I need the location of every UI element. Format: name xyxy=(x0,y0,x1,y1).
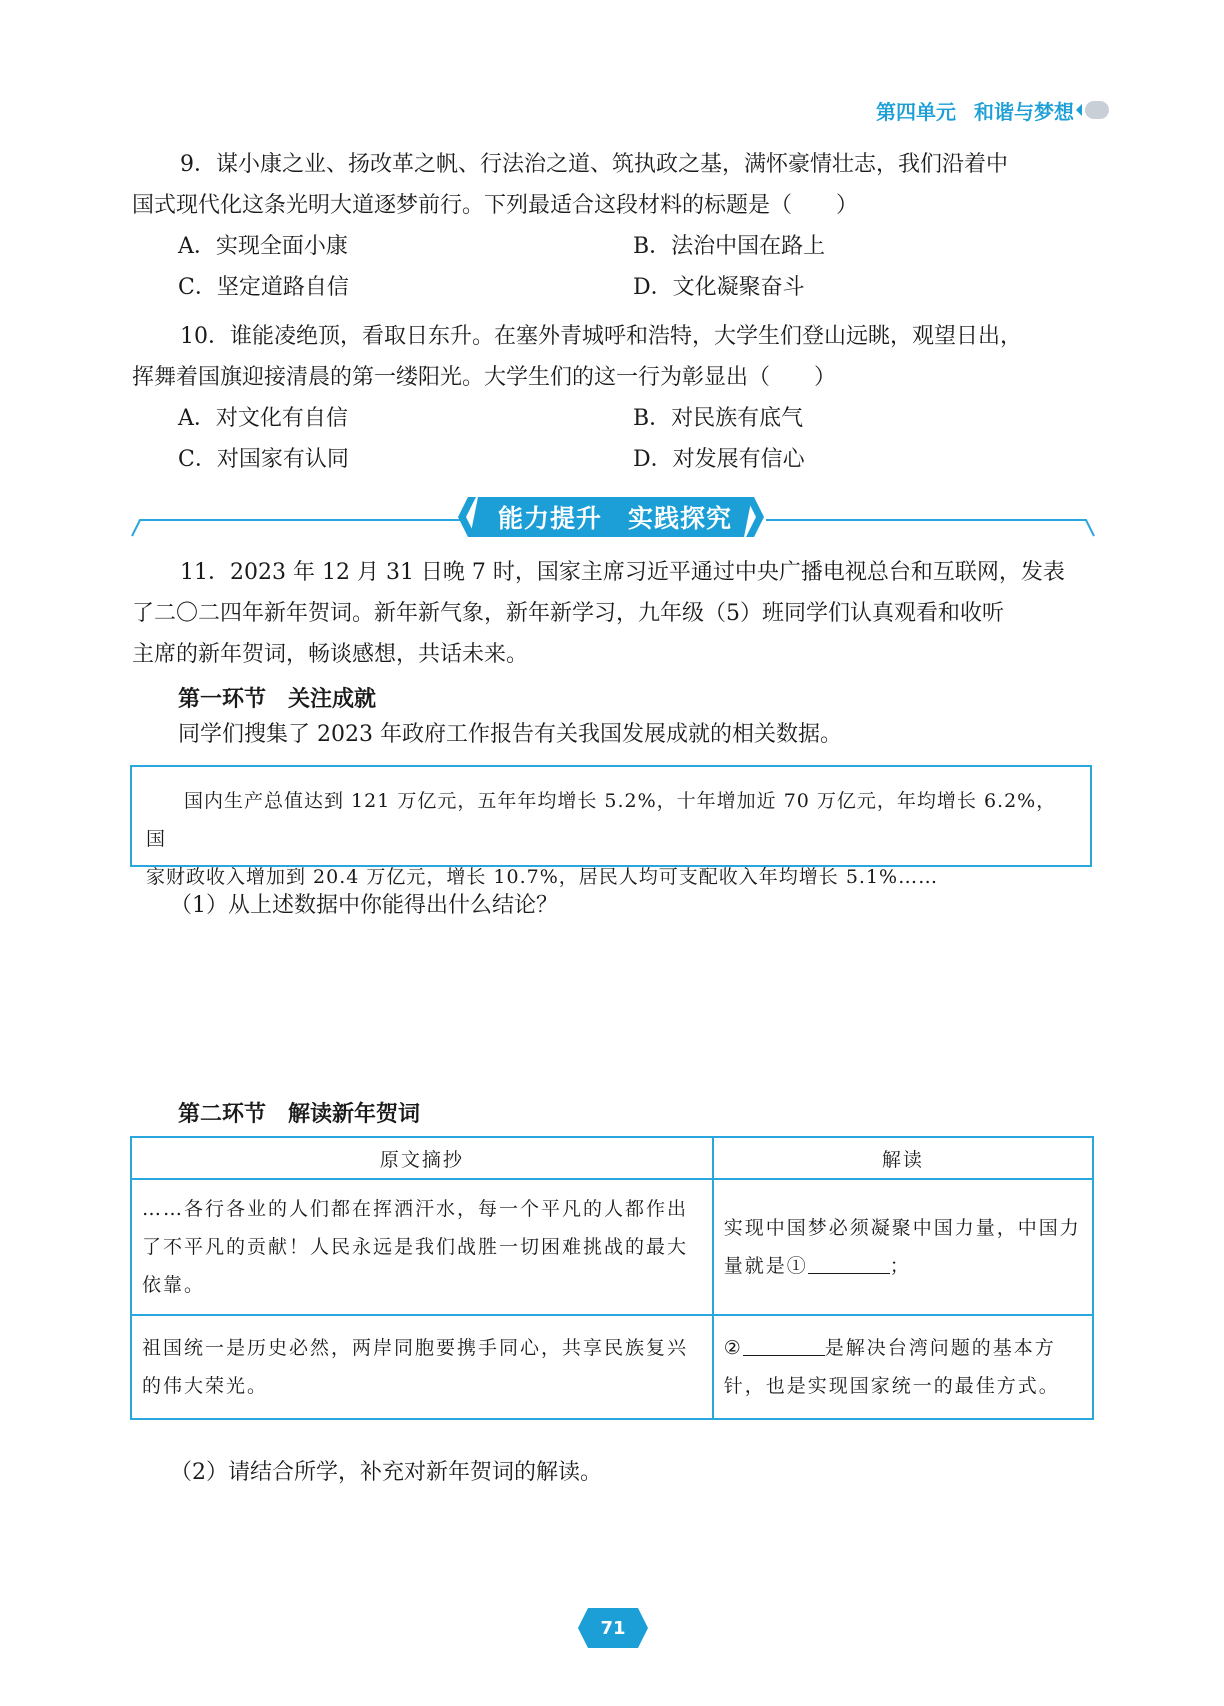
unit-label: 第四单元 xyxy=(876,99,956,124)
row1-interpretation xyxy=(713,1179,1093,1315)
step2-heading: 第二环节 解读新年贺词 xyxy=(178,1102,421,1127)
option-b: B．法治中国在路上 xyxy=(633,234,826,259)
table-row xyxy=(131,1179,1093,1315)
table-header-original: 原文摘抄 xyxy=(131,1137,713,1179)
header-tab-icon xyxy=(1074,100,1110,120)
row2-interpretation-text: 是解决台湾问题的基本方针，也是实现国家统一的最佳方式。 xyxy=(723,1337,1060,1397)
option-a: A．实现全面小康 xyxy=(178,234,348,259)
row2-interpretation-mark: ② xyxy=(723,1337,743,1359)
option-d: D．对发展有信心 xyxy=(633,447,805,472)
subquestion-2: （2）请结合所学，补充对新年贺词的解读。 xyxy=(170,1460,602,1485)
table-row xyxy=(131,1315,1093,1419)
question-9-line2: 国式现代化这条光明大道逐梦前行。下列最适合这段材料的标题是（ ） xyxy=(132,193,859,218)
option-b: B．对民族有底气 xyxy=(633,406,804,431)
row1-interpretation-end: ； xyxy=(889,1255,911,1277)
option-a: A．对文化有自信 xyxy=(178,406,348,431)
question-10-line1: 10．谁能凌绝顶，看取日东升。在塞外青城呼和浩特，大学生们登山远眺，观望日出， xyxy=(180,324,1022,349)
page-number: 71 xyxy=(600,1617,626,1639)
question-10-line2: 挥舞着国旗迎接清晨的第一缕阳光。大学生们的这一行为彰显出（ ） xyxy=(132,365,837,390)
question-9 xyxy=(132,144,1092,226)
page-header xyxy=(876,96,1074,124)
row1-interpretation-text: 实现中国梦必须凝聚中国力量，中国力量就是① xyxy=(723,1217,1081,1277)
answer-blank-1[interactable] xyxy=(808,1251,890,1274)
row2-interpretation xyxy=(713,1315,1093,1419)
option-c: C．坚定道路自信 xyxy=(178,275,349,300)
step1-text: 同学们搜集了 2023 年政府工作报告有关我国发展成就的相关数据。 xyxy=(178,722,842,747)
subquestion-1: （1）从上述数据中你能得出什么结论？ xyxy=(170,893,558,918)
section-banner-title: 能力提升 实践探究 xyxy=(497,504,732,533)
unit-title: 和谐与梦想 xyxy=(974,99,1074,124)
question-11-line3: 主席的新年贺词，畅谈感想，共话未来。 xyxy=(132,642,529,667)
step1-heading: 第一环节 关注成就 xyxy=(178,687,377,712)
question-11-line2: 了二〇二四年新年贺词。新年新气象，新年新学习，九年级（5）班同学们认真观看和收听 xyxy=(132,601,1005,626)
interpretation-table xyxy=(130,1136,1094,1420)
question-11-line1: 11．2023 年 12 月 31 日晚 7 时，国家主席习近平通过中央广播电视总台和互联网，发表 xyxy=(180,560,1065,585)
question-11 xyxy=(132,552,1092,675)
row1-original: ……各行各业的人们都在挥洒汗水，每一个平凡的人都作出了不平凡的贡献！人民永远是我们战胜一切困难挑战的最大依靠。 xyxy=(131,1179,713,1315)
question-10-options xyxy=(178,398,1098,480)
data-box xyxy=(130,765,1092,888)
data-box-line2: 家财政收入增加到 20.4 万亿元，增长 10.7%，居民人均可支配收入年均增长 5.1%…… xyxy=(146,866,939,888)
table-header-interpretation: 解读 xyxy=(713,1137,1093,1179)
question-10 xyxy=(132,316,1092,398)
option-c: C．对国家有认同 xyxy=(178,447,349,472)
question-9-options xyxy=(178,226,1098,308)
answer-blank-2[interactable] xyxy=(743,1333,825,1356)
row2-original: 祖国统一是历史必然，两岸同胞要携手同心，共享民族复兴的伟大荣光。 xyxy=(131,1315,713,1419)
data-box-line1: 国内生产总值达到 121 万亿元，五年年均增长 5.2%，十年增加近 70 万亿元，年均增长 6.2%，国 xyxy=(146,790,1057,850)
option-d: D．文化凝聚奋斗 xyxy=(633,275,805,300)
question-9-line1: 9．谋小康之业、扬改革之帆、行法治之道、筑执政之基，满怀豪情壮志，我们沿着中 xyxy=(180,152,1008,177)
